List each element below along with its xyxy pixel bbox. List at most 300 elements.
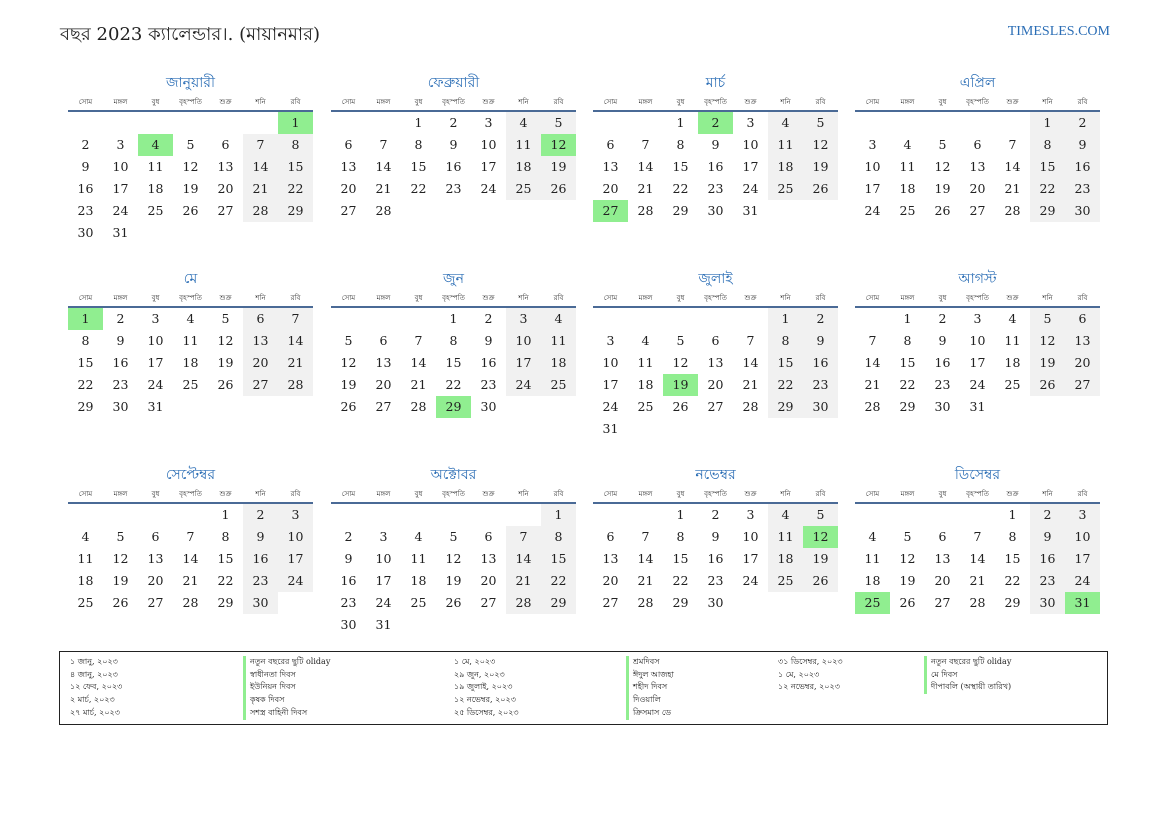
day-cell: 14 xyxy=(864,355,881,370)
weekday-label: বুধ xyxy=(676,294,685,302)
day-grid xyxy=(68,308,313,418)
day-cell: 13 xyxy=(602,159,619,174)
weekday-label: শনি xyxy=(518,490,529,498)
day-cell: 29 xyxy=(1004,595,1021,610)
legend-holiday-name: ঈদুল আজহা xyxy=(633,669,674,679)
day-cell: 5 xyxy=(803,504,838,526)
month-name: সেপ্টেম্বর xyxy=(165,467,216,483)
weekday-label: মঙ্গল xyxy=(638,490,653,498)
day-cell: 11 xyxy=(541,330,576,352)
day-cell: 3 xyxy=(484,115,493,130)
legend-holiday-name: মে দিবস xyxy=(931,669,958,679)
day-cell: 7 xyxy=(1008,137,1017,152)
day-cell: 14 xyxy=(182,551,199,566)
day-cell: 23 xyxy=(445,181,462,196)
day-cell xyxy=(401,308,436,330)
day-cell xyxy=(243,112,278,134)
day-cell: 22 xyxy=(541,570,576,592)
day-cell: 24 xyxy=(602,399,619,414)
day-cell: 1 xyxy=(768,308,803,330)
weekday-label: শুক্র xyxy=(1006,98,1019,106)
month-block xyxy=(331,72,576,222)
legend-date: ২৯ জুন, ২০২৩ xyxy=(454,669,505,679)
day-cell: 23 xyxy=(707,181,724,196)
day-cell: 10 xyxy=(602,355,619,370)
day-cell: 10 xyxy=(506,330,541,352)
day-cell xyxy=(366,504,401,526)
day-cell: 2 xyxy=(711,507,720,522)
day-cell: 23 xyxy=(112,377,129,392)
day-cell: 9 xyxy=(711,529,720,544)
day-cell: 12 xyxy=(182,159,199,174)
day-cell: 18 xyxy=(768,156,803,178)
weekday-label: রবি xyxy=(553,294,564,302)
day-cell: 19 xyxy=(1030,352,1065,374)
day-cell: 6 xyxy=(938,529,947,544)
day-cell: 11 xyxy=(768,134,803,156)
day-cell xyxy=(803,592,838,614)
day-cell xyxy=(855,504,890,526)
day-cell: 2 xyxy=(1065,112,1100,134)
day-cell: 17 xyxy=(1065,548,1100,570)
day-cell: 19 xyxy=(934,181,951,196)
day-cell: 2 xyxy=(116,311,125,326)
legend-dates-3 xyxy=(778,656,843,694)
weekday-label: বৃহস্পতি xyxy=(704,490,727,498)
day-cell xyxy=(138,504,173,526)
month-name: জুন xyxy=(443,271,464,287)
day-cell: 21 xyxy=(864,377,881,392)
day-cell: 21 xyxy=(742,377,759,392)
day-cell: 2 xyxy=(81,137,90,152)
day-cell: 24 xyxy=(147,377,164,392)
day-cell: 2 xyxy=(938,311,947,326)
day-cell: 19 xyxy=(340,377,357,392)
weekday-header xyxy=(331,488,576,504)
day-cell: 31 xyxy=(147,399,164,414)
weekday-label: রবি xyxy=(815,294,826,302)
day-cell: 1 xyxy=(541,504,576,526)
day-cell: 19 xyxy=(445,573,462,588)
legend-dates-2 xyxy=(454,656,519,720)
month-name: মার্চ xyxy=(705,75,726,91)
day-cell xyxy=(768,200,803,222)
day-cell: 9 xyxy=(938,333,947,348)
day-grid xyxy=(593,112,838,222)
weekday-label: মঙ্গল xyxy=(113,294,128,302)
day-cell: 28 xyxy=(375,203,392,218)
day-cell: 12 xyxy=(340,355,357,370)
legend-holiday-name: কৃষক দিবস xyxy=(250,695,285,705)
day-cell: 16 xyxy=(707,551,724,566)
month-block xyxy=(855,268,1100,418)
day-cell: 22 xyxy=(1030,178,1065,200)
legend-holiday-name: দিওয়ালি xyxy=(633,695,661,705)
day-cell xyxy=(733,418,768,440)
day-cell xyxy=(890,504,925,526)
day-cell: 1 xyxy=(903,311,912,326)
day-grid xyxy=(855,112,1100,222)
month-block xyxy=(68,464,313,614)
day-cell: 23 xyxy=(934,377,951,392)
weekday-label: শনি xyxy=(1042,490,1053,498)
day-cell xyxy=(208,396,243,418)
day-cell: 13 xyxy=(147,551,164,566)
day-cell xyxy=(243,396,278,418)
weekday-label: শুক্র xyxy=(482,490,495,498)
day-cell: 1 xyxy=(414,115,423,130)
day-cell: 27 xyxy=(217,203,234,218)
day-cell: 27 xyxy=(480,595,497,610)
day-cell: 25 xyxy=(899,203,916,218)
weekday-header xyxy=(593,292,838,308)
day-cell: 20 xyxy=(147,573,164,588)
day-cell: 14 xyxy=(969,551,986,566)
day-cell: 12 xyxy=(217,333,234,348)
day-cell: 3 xyxy=(868,137,877,152)
day-cell: 26 xyxy=(803,178,838,200)
day-cell: 6 xyxy=(379,333,388,348)
day-cell: 31 xyxy=(969,399,986,414)
day-cell: 12 xyxy=(1030,330,1065,352)
weekday-label: শনি xyxy=(780,294,791,302)
day-cell: 9 xyxy=(344,551,353,566)
day-cell xyxy=(628,418,663,440)
day-cell: 2 xyxy=(484,311,493,326)
weekday-label: বৃহস্পতি xyxy=(442,294,465,302)
weekday-label: বৃহস্পতি xyxy=(966,98,989,106)
day-cell: 24 xyxy=(375,595,392,610)
day-cell: 12 xyxy=(934,159,951,174)
weekday-label: রবি xyxy=(1077,294,1088,302)
day-cell: 28 xyxy=(637,203,654,218)
day-cell: 6 xyxy=(973,137,982,152)
day-cell: 16 xyxy=(243,548,278,570)
day-cell: 16 xyxy=(480,355,497,370)
day-cell xyxy=(138,222,173,244)
day-cell: 20 xyxy=(340,181,357,196)
day-cell: 10 xyxy=(969,333,986,348)
day-cell xyxy=(925,112,960,134)
legend-date: ১৯ জুলাই, ২০২৩ xyxy=(454,682,513,692)
day-cell: 15 xyxy=(672,551,689,566)
day-cell: 10 xyxy=(742,137,759,152)
day-cell: 15 xyxy=(899,355,916,370)
day-cell: 3 xyxy=(973,311,982,326)
day-cell: 26 xyxy=(899,595,916,610)
day-cell: 11 xyxy=(768,526,803,548)
day-cell: 17 xyxy=(742,551,759,566)
day-cell: 1 xyxy=(676,507,685,522)
day-cell xyxy=(768,592,803,614)
weekday-label: বৃহস্পতি xyxy=(966,490,989,498)
weekday-label: বুধ xyxy=(676,490,685,498)
site-link[interactable]: TIMESLES.COM xyxy=(1007,24,1110,39)
weekday-header xyxy=(68,488,313,504)
month-block xyxy=(331,268,576,418)
day-grid xyxy=(593,308,838,440)
day-cell: 23 xyxy=(340,595,357,610)
weekday-label: সোম xyxy=(865,294,880,302)
day-cell: 8 xyxy=(81,333,90,348)
day-cell: 9 xyxy=(116,333,125,348)
day-cell: 5 xyxy=(676,333,685,348)
day-cell: 6 xyxy=(1065,308,1100,330)
day-cell xyxy=(541,200,576,222)
day-cell: 8 xyxy=(903,333,912,348)
weekday-header xyxy=(331,292,576,308)
month-name: এপ্রিল xyxy=(959,75,996,91)
day-cell: 10 xyxy=(742,529,759,544)
day-cell: 7 xyxy=(243,134,278,156)
day-cell xyxy=(366,112,401,134)
day-cell: 23 xyxy=(1065,178,1100,200)
day-cell xyxy=(855,308,890,330)
legend-date: ৩১ ডিসেম্বর, ২০২৩ xyxy=(778,657,843,666)
day-cell: 22 xyxy=(410,181,427,196)
day-cell: 17 xyxy=(480,159,497,174)
weekday-label: শনি xyxy=(780,490,791,498)
day-cell: 24 xyxy=(480,181,497,196)
day-cell: 26 xyxy=(445,595,462,610)
day-cell: 21 xyxy=(637,573,654,588)
day-cell: 18 xyxy=(77,573,94,588)
day-cell: 30 xyxy=(934,399,951,414)
day-cell: 6 xyxy=(151,529,160,544)
legend-holiday-name: দীপাবলি (অস্থায়ী তারিখ) xyxy=(931,682,1012,692)
day-cell: 14 xyxy=(637,159,654,174)
day-cell: 11 xyxy=(1004,333,1021,348)
day-cell: 11 xyxy=(506,134,541,156)
weekday-label: মঙ্গল xyxy=(376,490,391,498)
day-cell: 3 xyxy=(746,115,755,130)
day-cell: 18 xyxy=(1004,355,1021,370)
day-cell: 7 xyxy=(186,529,195,544)
day-cell: 5 xyxy=(186,137,195,152)
weekday-label: মঙ্গল xyxy=(638,98,653,106)
day-cell: 30 xyxy=(243,592,278,614)
weekday-label: সোম xyxy=(865,98,880,106)
day-cell xyxy=(506,200,541,222)
legend-date: ১২ ফেব, ২০২৩ xyxy=(70,682,123,692)
day-cell: 19 xyxy=(541,156,576,178)
day-cell: 4 xyxy=(768,504,803,526)
day-cell xyxy=(436,614,471,636)
day-cell: 26 xyxy=(217,377,234,392)
day-cell: 29 xyxy=(77,399,94,414)
day-cell xyxy=(698,418,733,440)
day-cell: 9 xyxy=(449,137,458,152)
day-cell: 10 xyxy=(112,159,129,174)
day-cell: 10 xyxy=(147,333,164,348)
day-cell: 24 xyxy=(278,570,313,592)
day-cell: 15 xyxy=(278,156,313,178)
day-cell: 20 xyxy=(375,377,392,392)
day-cell: 20 xyxy=(480,573,497,588)
day-cell: 21 xyxy=(243,178,278,200)
day-cell: 20 xyxy=(707,377,724,392)
day-cell: 13 xyxy=(217,159,234,174)
day-cell: 7 xyxy=(379,137,388,152)
weekday-label: শুক্র xyxy=(744,98,757,106)
day-cell: 13 xyxy=(480,551,497,566)
day-cell xyxy=(68,112,103,134)
day-cell: 4 xyxy=(768,112,803,134)
day-cell: 8 xyxy=(449,333,458,348)
weekday-label: মঙ্গল xyxy=(638,294,653,302)
legend-holiday-name: সশস্ত্র বাহিনী দিবস xyxy=(250,707,308,717)
day-cell: 17 xyxy=(278,548,313,570)
weekday-header xyxy=(855,96,1100,112)
day-cell: 1 xyxy=(221,507,230,522)
weekday-label: শনি xyxy=(255,98,266,106)
weekday-label: সোম xyxy=(603,490,618,498)
day-cell: 17 xyxy=(742,159,759,174)
month-name: আগস্ট xyxy=(958,271,997,287)
day-cell xyxy=(471,200,506,222)
day-grid xyxy=(331,308,576,418)
weekday-label: মঙ্গল xyxy=(113,98,128,106)
day-cell: 4 xyxy=(506,112,541,134)
day-cell xyxy=(173,222,208,244)
day-cell: 21 xyxy=(969,573,986,588)
day-cell: 23 xyxy=(243,570,278,592)
weekday-label: বৃহস্পতি xyxy=(704,294,727,302)
day-cell xyxy=(890,112,925,134)
weekday-label: বৃহস্পতি xyxy=(179,98,202,106)
day-cell: 18 xyxy=(541,352,576,374)
day-cell: 28 xyxy=(243,200,278,222)
day-grid xyxy=(855,504,1100,614)
day-cell: 6 xyxy=(606,529,615,544)
month-name: মে xyxy=(183,271,198,287)
legend-date: ১২ নভেম্বর, ২০২৩ xyxy=(778,682,840,692)
weekday-label: শনি xyxy=(518,98,529,106)
day-cell: 14 xyxy=(278,330,313,352)
day-cell: 29 xyxy=(768,396,803,418)
day-cell: 11 xyxy=(182,333,199,348)
legend-holiday-name: নতুন বছরের ছুটি oliday xyxy=(931,657,1012,666)
weekday-label: শনি xyxy=(255,294,266,302)
day-grid xyxy=(593,504,838,614)
day-cell: 25 xyxy=(541,374,576,396)
day-cell: 19 xyxy=(663,374,698,396)
day-cell: 18 xyxy=(637,377,654,392)
day-cell: 18 xyxy=(410,573,427,588)
day-cell xyxy=(733,308,768,330)
weekday-label: সোম xyxy=(341,490,356,498)
day-cell: 8 xyxy=(414,137,423,152)
day-cell: 29 xyxy=(899,399,916,414)
weekday-header xyxy=(593,488,838,504)
day-cell xyxy=(628,112,663,134)
day-cell xyxy=(278,396,313,418)
day-cell xyxy=(506,504,541,526)
weekday-label: মঙ্গল xyxy=(113,490,128,498)
page-title: বছর 2023 ক্যালেন্ডার।. (মায়ানমার) xyxy=(60,24,321,45)
day-cell: 25 xyxy=(147,203,164,218)
weekday-label: সোম xyxy=(341,294,356,302)
day-cell: 12 xyxy=(112,551,129,566)
day-cell: 6 xyxy=(243,308,278,330)
day-cell: 25 xyxy=(768,570,803,592)
day-cell xyxy=(506,396,541,418)
day-cell: 19 xyxy=(112,573,129,588)
day-cell: 6 xyxy=(606,137,615,152)
weekday-label: মঙ্গল xyxy=(376,98,391,106)
day-grid xyxy=(68,112,313,244)
day-cell: 24 xyxy=(1065,570,1100,592)
day-cell: 4 xyxy=(641,333,650,348)
day-cell: 17 xyxy=(506,352,541,374)
day-cell: 7 xyxy=(641,529,650,544)
day-cell: 31 xyxy=(112,225,129,240)
day-cell: 6 xyxy=(484,529,493,544)
month-name: ফেব্রুয়ারী xyxy=(427,75,480,91)
day-cell: 13 xyxy=(934,551,951,566)
day-cell: 19 xyxy=(803,548,838,570)
weekday-label: শুক্র xyxy=(482,294,495,302)
day-cell: 29 xyxy=(436,396,471,418)
day-cell: 13 xyxy=(340,159,357,174)
day-cell: 15 xyxy=(77,355,94,370)
day-cell xyxy=(803,200,838,222)
legend-dates-1 xyxy=(70,656,122,720)
day-cell: 22 xyxy=(217,573,234,588)
day-cell: 5 xyxy=(938,137,947,152)
day-cell: 27 xyxy=(934,595,951,610)
day-cell: 16 xyxy=(934,355,951,370)
day-cell: 15 xyxy=(541,548,576,570)
day-cell xyxy=(208,112,243,134)
day-cell: 1 xyxy=(1008,507,1017,522)
day-cell: 16 xyxy=(340,573,357,588)
day-cell: 31 xyxy=(375,617,392,632)
month-name: নভেম্বর xyxy=(695,467,736,483)
day-cell: 28 xyxy=(1004,203,1021,218)
day-cell: 31 xyxy=(602,421,619,436)
day-cell: 16 xyxy=(112,355,129,370)
day-cell: 25 xyxy=(855,592,890,614)
day-cell: 15 xyxy=(410,159,427,174)
day-cell: 7 xyxy=(746,333,755,348)
day-cell: 5 xyxy=(803,112,838,134)
day-cell: 30 xyxy=(112,399,129,414)
day-cell: 9 xyxy=(803,330,838,352)
day-cell: 4 xyxy=(81,529,90,544)
day-cell: 6 xyxy=(221,137,230,152)
legend-names-1 xyxy=(243,656,330,720)
day-cell xyxy=(803,418,838,440)
day-cell xyxy=(960,112,995,134)
day-cell: 14 xyxy=(1004,159,1021,174)
day-cell xyxy=(68,504,103,526)
day-cell: 13 xyxy=(243,330,278,352)
weekday-label: রবি xyxy=(290,98,301,106)
legend-holiday-name: শ্রমদিবস xyxy=(633,657,660,666)
day-cell: 26 xyxy=(803,570,838,592)
weekday-label: শুক্র xyxy=(219,98,232,106)
day-cell: 26 xyxy=(934,203,951,218)
day-cell: 20 xyxy=(934,573,951,588)
day-cell: 1 xyxy=(278,112,313,134)
day-cell: 15 xyxy=(445,355,462,370)
day-cell: 13 xyxy=(707,355,724,370)
day-cell: 9 xyxy=(81,159,90,174)
day-cell: 17 xyxy=(375,573,392,588)
weekday-label: শনি xyxy=(1042,294,1053,302)
weekday-label: বৃহস্পতি xyxy=(442,490,465,498)
